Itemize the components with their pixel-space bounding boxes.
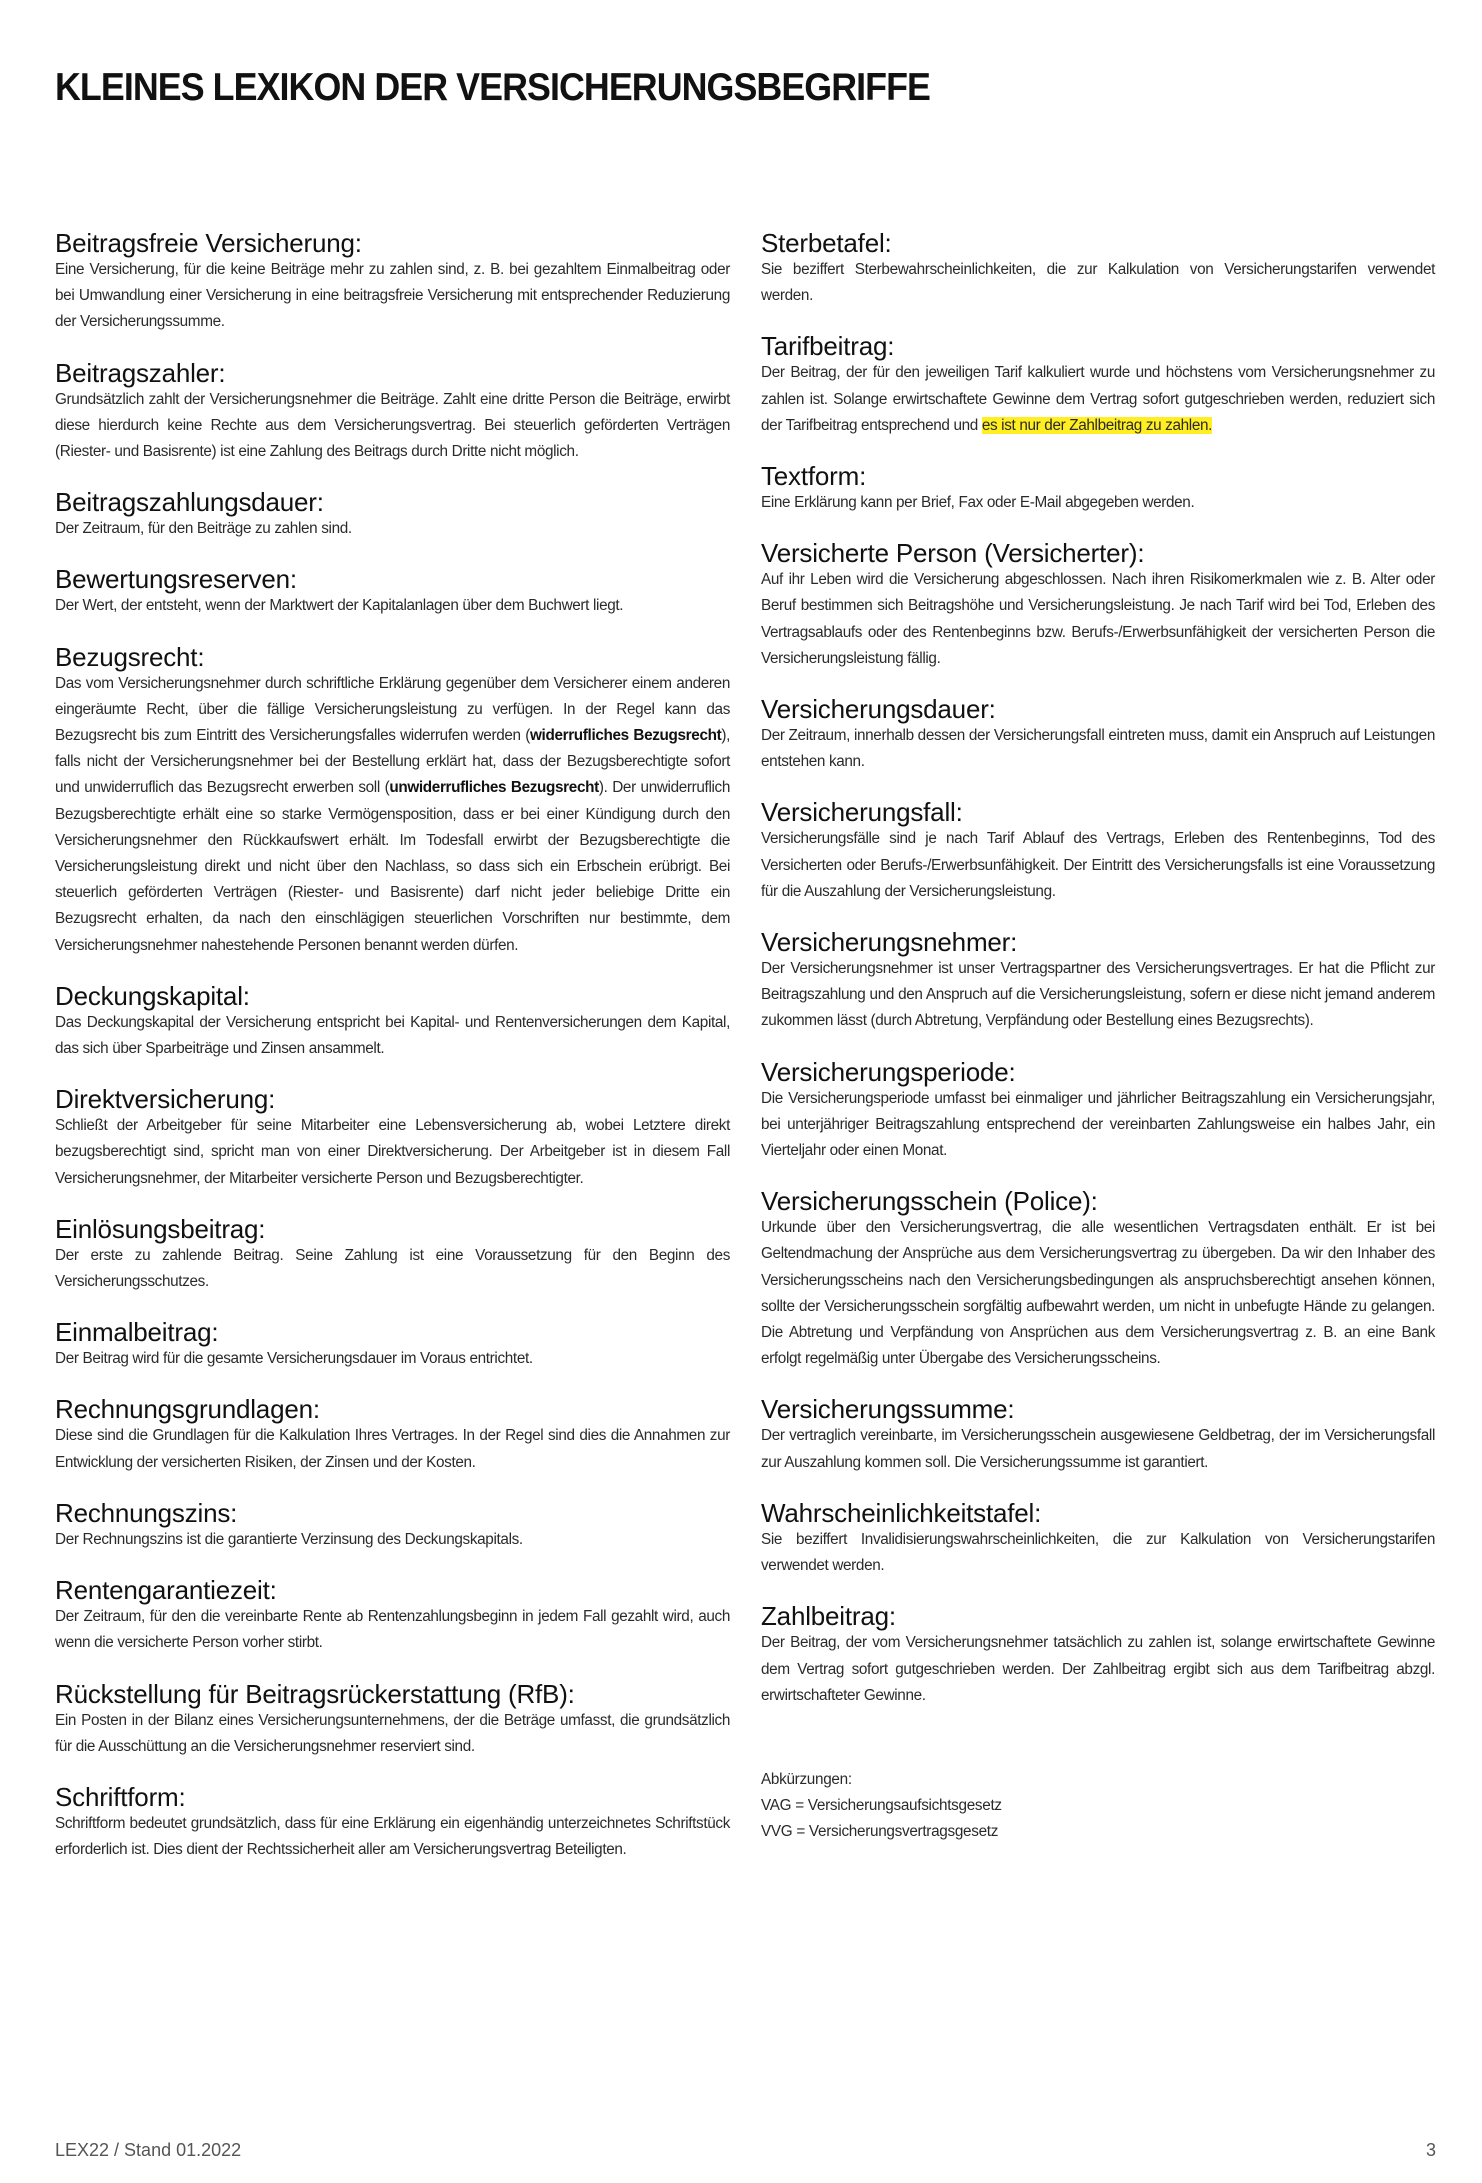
entry-definition: Der Zeitraum, innerhalb dessen der Versicherungsfall eintreten muss, damit ein Anspruch auf Leistungen entstehen kann.	[761, 727, 1435, 771]
glossary-entry-rueckstellung-rfb	[55, 1680, 730, 1760]
abbreviation-item: VVG = Versicherungsvertragsgesetz	[761, 1823, 999, 1841]
abbreviations-heading: Abkürzungen:	[761, 1770, 852, 1788]
entry-term: Versicherungsdauer:	[761, 694, 996, 725]
entry-term: Beitragszahlungsdauer:	[55, 487, 324, 518]
glossary-entry-rechnungszins	[55, 1499, 730, 1553]
entry-definition: Schriftform bedeutet grundsätzlich, dass für eine Erklärung ein eigenhändig unterzeichnetes Schriftstück erforderlich ist. Dies dient der Rechtssicherheit aller am Versicherungsvertrag Beteiligten.	[55, 1814, 730, 1859]
entry-definition: Der Versicherungsnehmer ist unser Vertragspartner des Versicherungsvertrages. Er hat die Pflicht zur Beitragszahlung und den Anspruch auf die Versicherungsleistung, sofern er diese nicht jemand anderem zukommen lässt (durch Abtretung, Verpfändung oder Bestellung eines Bezugsrechts).	[761, 960, 1435, 1030]
entry-definition: Sie beziffert Sterbewahrscheinlichkeiten, die zur Kalkulation von Versicherungstarifen verwendet werden.	[761, 261, 1435, 305]
glossary-entry-einmalbeitrag	[55, 1318, 730, 1372]
glossary-entry-tarifbeitrag	[761, 332, 1435, 439]
entry-term: Rentengarantiezeit:	[55, 1575, 277, 1606]
glossary-entry-beitragszahler	[55, 359, 730, 466]
entry-term: Versicherungsfall:	[761, 797, 963, 828]
document-id: LEX22 / Stand 01.2022	[55, 2140, 242, 2160]
entry-term: Bewertungsreserven:	[55, 564, 297, 595]
entry-term: Zahlbeitrag:	[761, 1601, 896, 1632]
entry-term: Tarifbeitrag:	[761, 331, 895, 362]
entry-term: Versicherungssumme:	[761, 1394, 1015, 1425]
entry-term: Bezugsrecht:	[55, 641, 205, 672]
entry-definition: Das Deckungskapital der Versicherung entspricht bei Kapital- und Rentenversicherungen dem Kapital, das sich über Sparbeiträge und Zinsen ansammelt.	[55, 1013, 730, 1058]
definition-text: ). Der unwiderruflich Bezugsberechtigte erhält eine so starke Vermögensposition, dass er bei einer Kündigung durch den Versicherungsnehmer den Rückkaufswert erhält. Im Todesfall erwirbt der Bezugsberechtigte die Versicherungsleistung direkt und nicht über den Nachlass, so dass sich ein Erbschein erübrigt. Bei steuerlich geförderten Verträgen (Riester- und Basisrente) darf nicht jeder beliebige Dritte ein Bezugsrecht erhalten, da nach den einschlägigen steuerlichen Vorschriften nur bestimmte, dem Versicherungsnehmer nahestehende Personen benannt werden dürfen.	[55, 779, 731, 954]
entry-definition: Sie beziffert Invalidisierungswahrscheinlichkeiten, die zur Kalkulation von Versicherungstarifen verwendet werden.	[761, 1530, 1435, 1575]
entry-definition: Die Versicherungsperiode umfasst bei einmaliger und jährlicher Beitragszahlung ein Versicherungsjahr, bei unterjähriger Beitragszahlung entsprechend der vereinbarten Zahlungsweise ein halbes Jahr, ein Vierteljahr oder einen Monat.	[761, 1089, 1435, 1160]
entry-term: Beitragszahler:	[55, 357, 226, 388]
entry-term: Sterbetafel:	[761, 228, 892, 258]
entry-term: Textform:	[761, 461, 867, 492]
highlighted-text: es ist nur der Zahlbeitrag zu zahlen.	[981, 416, 1213, 434]
glossary-entry-direktversicherung	[55, 1085, 730, 1192]
glossary-entry-versicherungsschein	[761, 1187, 1435, 1372]
glossary-entry-einloesungsbeitrag	[55, 1215, 730, 1295]
entry-definition: Diese sind die Grundlagen für die Kalkulation Ihres Vertrages. In der Regel sind dies die Annahmen zur Entwicklung der versicherten Risiken, der Zinsen und der Kosten.	[55, 1427, 730, 1471]
glossary-entry-rentengarantiezeit	[55, 1576, 730, 1656]
entry-definition: Der Rechnungszins ist die garantierte Verzinsung des Deckungskapitals.	[55, 1530, 523, 1548]
glossary-entry-sterbetafel	[761, 229, 1435, 309]
entry-term: Einmalbeitrag:	[55, 1317, 219, 1348]
entry-definition: Eine Versicherung, für die keine Beiträge mehr zu zahlen sind, z. B. bei gezahltem Einmalbeitrag oder bei Umwandlung einer Versicherung in eine beitragsfreie Versicherung mit entsprechender Reduzierung der Versicherungssumme.	[55, 261, 730, 331]
glossary-entry-versicherungsfall	[761, 798, 1435, 905]
glossary-entry-beitragsfreie-versicherung	[55, 229, 730, 336]
entry-definition: Der Zeitraum, für den Beiträge zu zahlen sind.	[55, 520, 352, 538]
left-column	[55, 229, 730, 1863]
entry-term: Wahrscheinlichkeitstafel:	[761, 1497, 1042, 1528]
entry-term: Versicherte Person (Versicherter):	[761, 538, 1145, 569]
entry-definition	[55, 671, 730, 959]
glossary-entry-zahlbeitrag	[761, 1602, 1435, 1709]
entry-definition: Der erste zu zahlende Beitrag. Seine Zahlung ist eine Voraussetzung für den Beginn des Versicherungsschutzes.	[55, 1246, 730, 1291]
glossary-entry-versicherungsdauer	[761, 695, 1435, 775]
entry-term: Versicherungsperiode:	[761, 1056, 1016, 1087]
entry-definition: Ein Posten in der Bilanz eines Versicherungsunternehmens, der die Beträge umfasst, die grundsätzlich für die Ausschüttung an die Versicherungsnehmer reserviert sind.	[55, 1711, 730, 1755]
entry-term: Versicherungsnehmer:	[761, 927, 1018, 958]
glossary-entry-rechnungsgrundlagen	[55, 1395, 730, 1475]
entry-definition: Der Zeitraum, für den die vereinbarte Rente ab Rentenzahlungsbeginn in jedem Fall gezahlt wird, auch wenn die versicherte Person vorher stirbt.	[55, 1608, 730, 1652]
entry-term: Versicherungsschein (Police):	[761, 1186, 1098, 1217]
definition-text: Das vom Versicherungsnehmer durch schriftliche Erklärung gegenüber dem Versicherer einem anderen eingeräumte Recht, über die fällige Versicherungsleistung zu verfügen. In der Regel kann das Bezugsrecht bis zum Eintritt des Versicherungsfalles widerrufen werden (	[55, 674, 730, 745]
page-number: 3	[1425, 2140, 1436, 2160]
entry-definition: Grundsätzlich zahlt der Versicherungsnehmer die Beiträge. Zahlt eine dritte Person die Beiträge, erwirbt diese hierdurch keine Rechte aus dem Versicherungsvertrag. Bei steuerlich geförderten Verträgen (Riester- und Basisrente) ist eine Zahlung des Beitrags durch Dritte nicht möglich.	[55, 390, 730, 461]
abbreviation-item: VAG = Versicherungsaufsichtsgesetz	[761, 1797, 1002, 1815]
entry-definition: Schließt der Arbeitgeber für seine Mitarbeiter eine Lebensversicherung ab, wobei Letztere direkt bezugsberechtigt sind, spricht man von einer Direktversicherung. Der Arbeitgeber ist in diesem Fall Versicherungsnehmer, der Mitarbeiter versicherte Person und Bezugsberechtigter.	[55, 1117, 730, 1187]
entry-definition: Der Beitrag wird für die gesamte Versicherungsdauer im Voraus entrichtet.	[55, 1350, 533, 1368]
glossary-entry-textform	[761, 462, 1435, 516]
glossary-entry-schriftform	[55, 1783, 730, 1863]
entry-definition: Auf ihr Leben wird die Versicherung abgeschlossen. Nach ihren Risikomerkmalen wie z. B. Alter oder Beruf bestimmen sich Beitragshöhe und Versicherungsleistung. Je nach Tarif wird bei Tod, Erleben des Vertragsablaufs oder des Rentenbeginns bzw. Berufs-/Erwerbsunfähigkeit der versicherten Person die Versicherungsleistung fällig.	[761, 571, 1435, 667]
glossary-entry-deckungskapital	[55, 982, 730, 1062]
bold-term: unwiderrufliches Bezugsrecht	[389, 779, 599, 797]
bold-term: widerrufliches Bezugsrecht	[530, 727, 722, 745]
entry-definition: Der Beitrag, der vom Versicherungsnehmer tatsächlich zu zahlen ist, solange erwirtschaftete Gewinne dem Vertrag sofort gutgeschrieben werden. Der Zahlbeitrag ergibt sich aus dem Tarifbeitrag abzgl. erwirtschafteter Gewinne.	[761, 1634, 1435, 1704]
entry-definition: Der vertraglich vereinbarte, im Versicherungsschein ausgewiesene Geldbetrag, der im Versicherungsfall zur Auszahlung kommen soll. Die Versicherungssumme ist garantiert.	[761, 1427, 1435, 1471]
glossary-entry-versicherte-person	[761, 539, 1435, 672]
right-column	[761, 229, 1435, 1846]
entry-term: Schriftform:	[55, 1781, 186, 1812]
entry-definition	[761, 360, 1435, 439]
entry-term: Beitragsfreie Versicherung:	[55, 228, 362, 258]
entry-definition: Urkunde über den Versicherungsvertrag, die alle wesentlichen Vertragsdaten enthält. Er ist bei Geltendmachung der Ansprüche aus dem Versicherungsvertrag zu übergeben. Da wir den Inhaber des Versicherungsscheins nach den Versicherungsbedingungen als anspruchsberechtigt ansehen können, sollte der Versicherungsschein sorgfältig aufbewahrt werden, um nicht in unbefugte Hände zu gelangen. Die Abtretung und Verpfändung von Ansprüchen aus dem Versicherungsvertrag z. B. an eine Bank erfolgt regelmäßig unter Übergabe des Versicherungsscheins.	[761, 1219, 1435, 1368]
entry-term: Rechnungszins:	[55, 1497, 238, 1528]
glossary-entry-beitragszahlungsdauer	[55, 488, 730, 542]
glossary-entry-versicherungssumme	[761, 1395, 1435, 1475]
entry-term: Rückstellung für Beitragsrückerstattung (RfB):	[55, 1678, 575, 1709]
definition-text: ), falls nicht der Versicherungsnehmer bei der Bestellung erklärt hat, dass der Bezugsberechtigte sofort und unwiderruflich das Bezugsrecht erwerben soll (	[55, 727, 730, 797]
entry-definition: Eine Erklärung kann per Brief, Fax oder E-Mail abgegeben werden.	[761, 494, 1195, 512]
entry-definition: Versicherungsfälle sind je nach Tarif Ablauf des Vertrags, Erleben des Rentenbeginns, Tod des Versicherten oder Berufs-/Erwerbsunfähigkeit. Der Eintritt des Versicherungsfalls ist eine Voraussetzung für die Auszahlung der Versicherungsleistung.	[761, 830, 1435, 900]
entry-definition: Der Wert, der entsteht, wenn der Marktwert der Kapitalanlagen über dem Buchwert liegt.	[55, 597, 624, 615]
abbreviations-block	[761, 1767, 1435, 1846]
glossary-entry-versicherungsperiode	[761, 1058, 1435, 1165]
entry-term: Einlösungsbeitrag:	[55, 1213, 266, 1244]
definition-text: Der Beitrag, der für den jeweiligen Tarif kalkuliert wurde und höchstens vom Versicherungsnehmer zu zahlen ist. Solange erwirtschaftete Gewinne dem Vertrag sofort gutgeschrieben werden, reduziert sich der Tarifbeitrag entsprechend und	[761, 364, 1435, 434]
entry-term: Deckungskapital:	[55, 980, 250, 1011]
glossary-entry-versicherungsnehmer	[761, 928, 1435, 1035]
glossary-entry-wahrscheinlichkeitstafel	[761, 1499, 1435, 1579]
glossary-entry-bezugsrecht	[55, 643, 730, 959]
page-title: KLEINES LEXIKON DER VERSICHERUNGSBEGRIFFE	[55, 66, 931, 109]
glossary-entry-bewertungsreserven	[55, 565, 730, 619]
entry-term: Rechnungsgrundlagen:	[55, 1394, 320, 1425]
entry-term: Direktversicherung:	[55, 1084, 276, 1115]
